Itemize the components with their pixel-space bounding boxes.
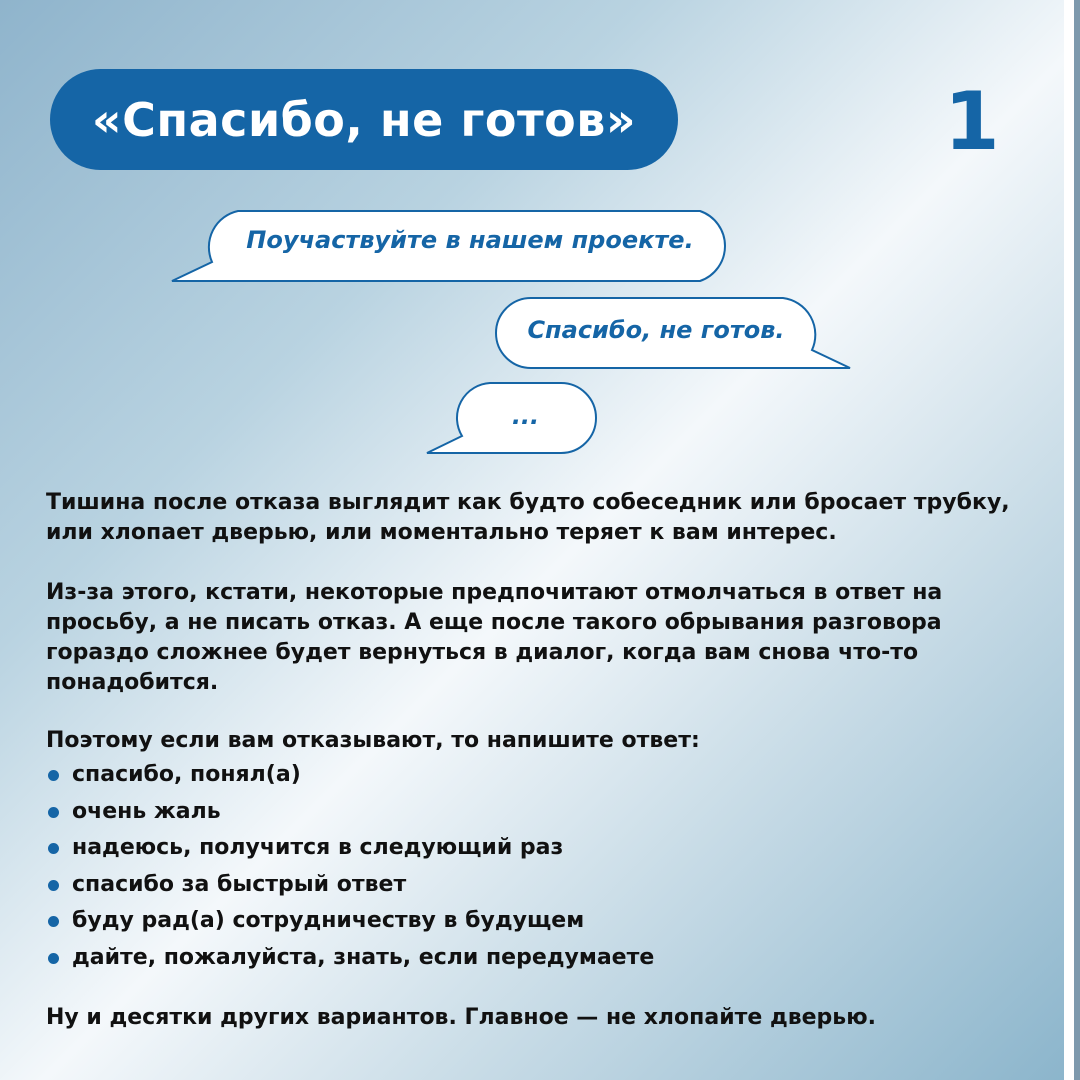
list-intro: Поэтому если вам отказывают, то напишите ответ: xyxy=(46,728,700,753)
list-item xyxy=(46,906,654,943)
paragraph-consequences: Из-за этого, кстати, некоторые предпочитают отмолчаться в ответ на просьбу, а не писать отказ. А еще после такого обрывания разговора гораздо сложнее будет вернуться в диалог, когда вам снова что-то понадобится. xyxy=(46,580,943,695)
list-item xyxy=(46,833,654,870)
paragraph-silence: Тишина после отказа выглядит как будто собеседник или бросает трубку, или хлопает дверью, или моментально теряет к вам интерес. xyxy=(46,490,1010,545)
list-item xyxy=(46,797,654,834)
list-item-label: надеюсь, получится в следующий раз xyxy=(72,835,564,860)
list-item xyxy=(46,943,654,980)
bubble-answer-text: Спасибо, не готов. xyxy=(527,316,785,344)
bullet-icon xyxy=(48,843,59,854)
closing-line: Ну и десятки других вариантов. Главное — не хлопайте дверью. xyxy=(46,1005,876,1030)
bubble-silence-text: ... xyxy=(511,402,540,430)
page-number: 1 xyxy=(944,75,1000,168)
bullet-icon xyxy=(48,770,59,781)
bullet-icon xyxy=(48,916,59,927)
reply-options-list xyxy=(46,760,654,979)
list-item xyxy=(46,760,654,797)
page-title: «Спасибо, не готов» xyxy=(91,92,637,147)
list-item xyxy=(46,870,654,907)
bullet-icon xyxy=(48,807,59,818)
bullet-icon xyxy=(48,880,59,891)
list-item-label: спасибо, понял(а) xyxy=(72,762,301,787)
list-item-label: очень жаль xyxy=(72,798,221,824)
list-item-label: спасибо за быстрый ответ xyxy=(72,871,407,897)
list-item-label: буду рад(а) сотрудничеству в будущем xyxy=(72,908,585,933)
bubble-question-text: Поучаствуйте в нашем проекте. xyxy=(246,226,694,254)
list-item-label: дайте, пожалуйста, знать, если передумаете xyxy=(72,944,655,970)
bullet-icon xyxy=(48,953,59,964)
